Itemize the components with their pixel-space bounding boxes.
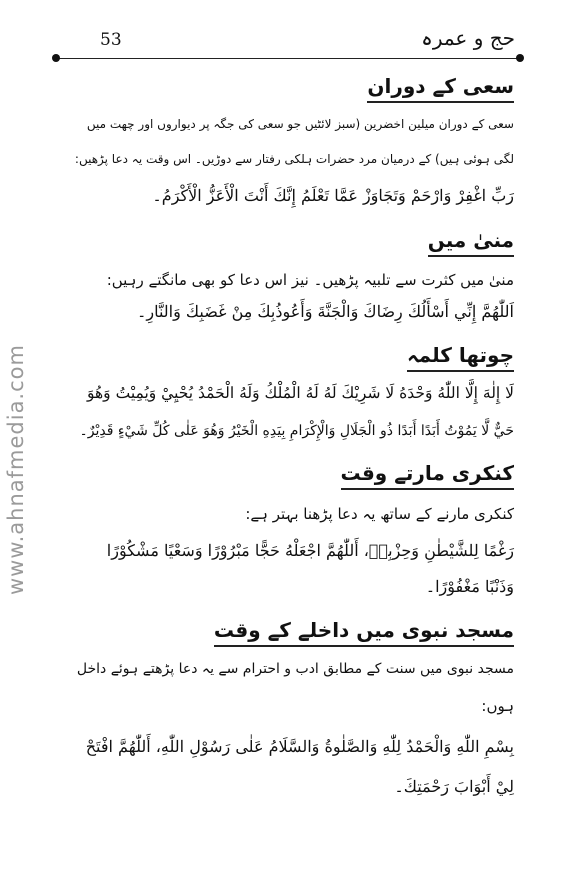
section-heading-mina: منیٰ میں [428,228,514,257]
section-heading-rami: کنکری مارتے وقت [341,461,514,490]
section-heading-masjid-nabawi: مسجد نبوی میں داخلے کے وقت [214,618,514,647]
dua-line: رَبِّ اغْفِرْ وَارْحَمْ وَتَجَاوَزْ عَمَّا تَعْلَمُ إِنَّكَ أَنْتَ الْأَعَزُّ الْأَكْرَمُ۔ [152,186,514,205]
section-heading-fourth-kalima: چوتھا کلمہ [407,343,514,372]
body-line: منیٰ میں کثرت سے تلبیہ پڑھیں۔ نیز اس دعا کو بھی مانگتے رہیں: [106,271,514,289]
dua-line: حَيٌّ لَّا يَمُوْتُ أَبَدًا أَبَدًا ذُو الْجَلَالِ وَالْإِكْرَامِ بِيَدِهِ الْخَيْرُ وَهُوَ عَلٰى كُلِّ شَيْءٍ قَدِيْرٌ۔ [79,423,514,439]
running-title: حج و عمرہ [421,26,515,50]
dua-line: بِسْمِ اللّٰهِ وَالْحَمْدُ لِلّٰهِ وَالصَّلٰوةُ وَالسَّلَامُ عَلٰى رَسُوْلِ اللّٰهِ، أَللّٰهُمَّ افْتَحْ [85,737,514,756]
body-line: لگی ہوئی ہیں) کے درمیان مرد حضرات ہلکی رفتار سے دوڑیں۔ اس وقت یہ دعا پڑھیں: [74,152,514,166]
watermark: www.ahnafmedia.com [4,344,28,596]
body-line: ہوں: [481,697,514,715]
dua-line: رَغْمًا لِلشَّيْطٰنِ وَحِزْبِهٖ، أَللّٰهُمَّ اجْعَلْهُ حَجًّا مَبْرُوْرًا وَسَعْيًا مَشْكُوْرًا [106,541,514,560]
page-number: 53 [100,30,122,50]
dua-line: وَذَنْبًا مَغْفُوْرًا۔ [425,577,514,596]
body-line: سعی کے دوران میلین اخضرین (سبز لائٹیں جو سعی کی جگہ پر دیواروں اور چھت میں [86,117,514,131]
body-line: کنکری مارنے کے ساتھ یہ دعا پڑھنا بہتر ہے: [245,505,514,523]
dua-line: لَا إِلٰهَ إِلَّا اللّٰهُ وَحْدَهُ لَا شَرِيْكَ لَهُ لَهُ الْمُلْكُ وَلَهُ الْحَمْدُ يُحْيِيْ وَيُمِيْتُ وَهُوَ [87,384,514,402]
section-heading-saee: سعی کے دوران [367,74,514,103]
body-line: مسجد نبوی میں سنت کے مطابق ادب و احترام سے یہ دعا پڑھتے ہوئے داخل [76,661,514,677]
header-rule-left-dot [52,54,60,62]
dua-line: لِيْ أَبْوَابَ رَحْمَتِكَ۔ [394,777,514,796]
header-rule-right-dot [516,54,524,62]
dua-line: اَللّٰهُمَّ إِنِّي أَسْأَلُكَ رِضَاكَ وَالْجَنَّةَ وَأَعُوذُبِكَ مِنْ غَضَبِكَ وَالنَّارِ۔ [136,302,514,321]
header-rule [58,58,520,59]
